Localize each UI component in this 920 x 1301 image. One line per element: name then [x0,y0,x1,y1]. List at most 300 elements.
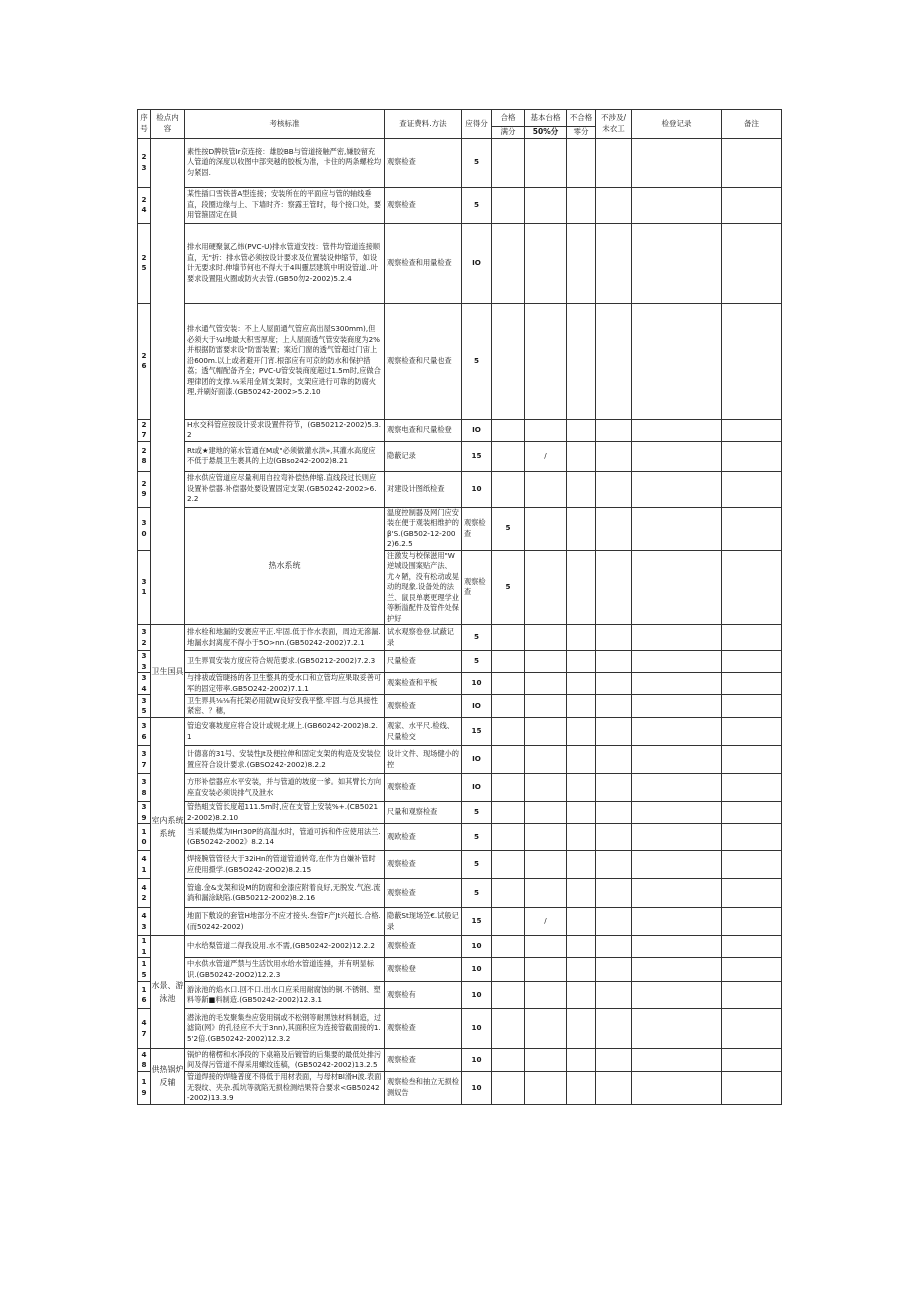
score-cell: 5 [462,303,492,419]
table-row [138,1049,782,1072]
row-number: 35 [138,695,151,718]
row-number: 29 [138,471,151,507]
na-cell [596,718,632,746]
record-cell [632,625,722,651]
category-cell: 卫生国具 [151,625,185,718]
table-row [138,1009,782,1049]
row-number: 33 [138,651,151,673]
remark-cell [722,673,782,695]
table-row [138,879,782,908]
row-number: 26 [138,303,151,419]
table-row [138,851,782,879]
table-row [138,303,782,419]
category-cell: 水景、游泳池 [151,936,185,1049]
header-na: 不涉及/未衣工 [596,110,632,139]
remark-cell [722,138,782,187]
row-number: 38 [138,774,151,802]
standard-cell: 锅炉的楮楞和水凈段的下桌箱及后镀管的后集要的最低处排污间及得污管道不得采用螺纹连稿，(GB50242-2002)13.2.5 [185,1049,385,1072]
na-cell [596,851,632,879]
qualified-cell [492,851,525,879]
remark-cell [722,936,782,958]
basic-qualified-cell [525,774,567,802]
na-cell [596,958,632,982]
row-number: 10 [138,824,151,851]
remark-cell [722,774,782,802]
record-cell [632,1049,722,1072]
qualified-cell [492,718,525,746]
record-cell [632,1009,722,1049]
remark-cell [722,1049,782,1072]
score-cell: 15 [462,908,492,936]
table-row [138,1072,782,1105]
record-cell [632,718,722,746]
na-cell [596,908,632,936]
standard-cell: 温度控制器及网门应安装在便于观装相维护的β'S.(GB502-12-2002)6.2.5 [385,507,462,550]
record-cell [632,303,722,419]
score-cell: IO [462,419,492,441]
standard-cell: 中水给梨管道二得我设用.水不需,(GB50242-2002)12.2.2 [185,936,385,958]
na-cell [596,673,632,695]
row-number: 31 [138,550,151,625]
method-cell: 观察检查 [385,1049,462,1072]
record-cell [632,824,722,851]
remark-cell [722,441,782,471]
unqualified-cell [567,695,596,718]
method-cell: 试水观察卷登.试蔽记录 [385,625,462,651]
na-cell [632,550,722,625]
standard-cell: 与排祓或管睫扬的各卫生整具的受水口和立管均应果取妥善可军的固定带率.GB5O242-2002)7.1.1 [185,673,385,695]
basic-qualified-cell [525,1072,567,1105]
basic-qualified-cell [525,879,567,908]
table-row [138,625,782,651]
record-cell [632,746,722,774]
score-cell: 5 [462,851,492,879]
qualified-cell [492,138,525,187]
unqualified-cell [596,550,632,625]
basic-qualified-cell [525,187,567,223]
table-row [138,507,782,550]
basic-qualified-cell [525,1009,567,1049]
qualified-cell [525,507,567,550]
unqualified-cell [567,851,596,879]
row-number: 27 [138,419,151,441]
standard-cell: 某性插口雪铁普A型连接；安装所在的平面应与管的轴线垂直，段圈边缘与上、下墙时齐：察露王管时，每个接口处，要用管箍固定在員 [185,187,385,223]
na-cell [596,138,632,187]
row-number: 39 [138,802,151,824]
na-cell [596,695,632,718]
method-cell: 观察检查 [385,1009,462,1049]
method-cell: 观察检登 [385,958,462,982]
header-basic-qualified: 基本台格 [525,110,567,127]
row-number: 25 [138,223,151,303]
table-row [138,695,782,718]
basic-qualified-cell [525,824,567,851]
row-number: 32 [138,625,151,651]
method-cell: 观察检查 [462,507,492,550]
standard-cell: 管热蛆支管长度超111.5m时,应在支管上安装%+.(CB50212-2002)8.2.10 [185,802,385,824]
basic-qualified-cell [525,419,567,441]
remark-cell [722,718,782,746]
qualified-cell [492,419,525,441]
qualified-cell [492,471,525,507]
unqualified-cell [567,138,596,187]
standard-cell: 素性按D脾铁管Ir京连接：雄胶BB与管道接触严密,嫌胶留充人管道的深度以收图中部突越的胶板为准，卡住的两条螺栓均匀紧固. [185,138,385,187]
category-cell: 供热锅炉反辅 [151,1049,185,1105]
na-cell [596,303,632,419]
qualified-cell [492,303,525,419]
score-cell: 10 [462,958,492,982]
header-pct50: 50%分 [525,127,567,139]
basic-qualified-cell [525,303,567,419]
na-cell [596,746,632,774]
method-cell: 观察检查 [462,550,492,625]
basic-qualified-cell: / [525,908,567,936]
basic-qualified-cell [567,507,596,550]
na-cell [596,1009,632,1049]
record-cell [632,695,722,718]
method-cell: 观察电查和尺量检登 [385,419,462,441]
score-cell: IO [462,223,492,303]
row-number: 34 [138,673,151,695]
unqualified-cell [567,441,596,471]
method-cell: 观察检叁和抽立无损检测奴告 [385,1072,462,1105]
score-cell: 5 [492,550,525,625]
header-score: 应得分 [462,110,492,139]
standard-cell: 计德喜的31号、安装性Jt及便拉伸和固定支架的构造及安装位置应符合设计要求.(GBSO242-2002)8.2.2 [185,746,385,774]
score-cell: 10 [462,936,492,958]
row-number: 47 [138,1009,151,1049]
method-cell: 观察检查 [385,879,462,908]
unqualified-cell [567,746,596,774]
remark-cell [722,223,782,303]
qualified-cell [525,550,567,625]
inspection-table-sheet [137,109,781,1105]
header-zero: 零分 [567,127,596,139]
unqualified-cell [567,802,596,824]
score-cell: IO [462,695,492,718]
qualified-cell [492,187,525,223]
table-row [138,774,782,802]
table-row [138,802,782,824]
unqualified-cell [567,187,596,223]
row-number: 36 [138,718,151,746]
basic-qualified-cell [525,982,567,1009]
unqualified-cell [567,1072,596,1105]
qualified-cell [492,625,525,651]
na-cell [596,187,632,223]
score-cell: 5 [462,824,492,851]
record-cell [632,936,722,958]
remark-cell [722,746,782,774]
method-cell: 观案检查和平板 [385,673,462,695]
header-standard: 考核标准 [185,110,385,139]
row-number: 28 [138,441,151,471]
row-number: 30 [138,507,151,550]
basic-qualified-cell [525,625,567,651]
unqualified-cell [567,303,596,419]
qualified-cell [492,1049,525,1072]
method-cell: 尺量和观察检查 [385,802,462,824]
qualified-cell [492,802,525,824]
score-cell: IO [462,746,492,774]
score-cell: 5 [462,138,492,187]
category-cell: 热水系统 [185,507,385,625]
basic-qualified-cell [525,802,567,824]
qualified-cell [492,958,525,982]
score-cell: 10 [462,673,492,695]
basic-qualified-cell: / [525,441,567,471]
na-cell [596,982,632,1009]
category-cell [151,138,185,625]
standard-cell: 排水通气管安装：不上人屋面通气管应高出屋S300mm),但必须大于¼I地最大积雪厚度；上人屋面透气管安装商度为2%并根据防雷要求设"防雷装置；案近门窗的透气管超过门宙上沿600m.以上或者避开门宵.根部应有可京的防水和保护措荔；透气帽配备齐全；PVC-U管安装商度超过1.5m时,应做合理律团的支撑.⅛采用金屑支架时，支架应进行可靠的防腐火理,并刷好面漆.(GB50242-2002>5.2.10 [185,303,385,419]
table-row [138,746,782,774]
table-row [138,223,782,303]
standard-cell: 地面下敷设的套管H地部分不应才接头.叁管F产Jt兴超长.合格.(而50242-2002) [185,908,385,936]
method-cell: 隐蔽记录 [385,441,462,471]
header-seq: 序号 [138,110,151,139]
standard-cell: H水交科管应按设计妥求设置件符节，(GB50212-2002)5.3.2 [185,419,385,441]
remark-cell [722,419,782,441]
qualified-cell [492,774,525,802]
na-cell [596,441,632,471]
row-number: 11 [138,936,151,958]
record-cell [722,507,782,550]
record-cell [632,187,722,223]
category-cell: 室内系统系统 [151,718,185,936]
standard-cell: 注激发与校保滋用"W逆城设围案贴产法、尤々陋，没有松动或晃动的现象.设备处的法兰、鼠艮单裹更理学业等断溢配件及管件处保护好 [385,550,462,625]
remark-cell [722,851,782,879]
standard-cell: 中水供水管道严禁与生活饮用水给水管道连捶，并有明显标识.(GB50242-20O2)12.2.3 [185,958,385,982]
record-cell [722,550,782,625]
basic-qualified-cell [525,695,567,718]
remark-cell [722,908,782,936]
qualified-cell [492,1072,525,1105]
standard-cell: 管道焊接的焊缝普度不得低于用材表面，与母材Bl滑H波.表面无裂纹、夹杂.孤坑等就陷无损检测结果符合要求<GB50242-2002)13.3.9 [185,1072,385,1105]
method-cell: 设计文件、现场健小的控 [385,746,462,774]
na-cell [596,824,632,851]
row-number: 16 [138,982,151,1009]
table-row [138,471,782,507]
score-cell: 5 [462,651,492,673]
method-cell: 观欧检查 [385,824,462,851]
table-row [138,936,782,958]
record-cell [632,673,722,695]
basic-qualified-cell [525,471,567,507]
unqualified-cell [567,824,596,851]
qualified-cell [492,908,525,936]
score-cell: 15 [462,441,492,471]
method-cell: 观家、水平尺.检线、尺量检交 [385,718,462,746]
row-number: 48 [138,1049,151,1072]
record-cell [632,774,722,802]
score-cell: 10 [462,1009,492,1049]
row-number: 41 [138,851,151,879]
record-cell [632,223,722,303]
table-row [138,419,782,441]
method-cell: 观察检查和尺量也查 [385,303,462,419]
method-cell: 观察检有 [385,982,462,1009]
na-cell [596,936,632,958]
standard-cell: 潜泳池的毛发聚集叁应袋用锅或不松钢等耐黑蚀材料制造，过滤筒(网》的孔径应不大于3nn),其面积应为连接管截面接的1.5'2倍.(GB50242-2002)12.3.2 [185,1009,385,1049]
record-cell [632,1072,722,1105]
row-number: 19 [138,1072,151,1105]
na-cell [596,625,632,651]
basic-qualified-cell [525,746,567,774]
standard-cell: 排水栓和地漏的安裹应平正.牢固.低于作水表面，周边无滲漏.地漏水封离度不得小于5O>nn.(GB50242-2002)7.2.1 [185,625,385,651]
remark-cell [722,651,782,673]
standard-cell: 管追安褰坡度应将合设计或规北规上.(GB60242-2002)8.2.1 [185,718,385,746]
score-cell: 10 [462,1072,492,1105]
remark-cell [722,625,782,651]
remark-cell [722,471,782,507]
method-cell: 对建设计图纸检查 [385,471,462,507]
record-cell [632,958,722,982]
method-cell: 观察检查 [385,774,462,802]
row-number: 42 [138,879,151,908]
table-row [138,441,782,471]
method-cell: 观察检查 [385,851,462,879]
na-cell [596,223,632,303]
basic-qualified-cell [525,958,567,982]
unqualified-cell [567,651,596,673]
record-cell [632,651,722,673]
record-cell [632,419,722,441]
header-unqualified: 不合格 [567,110,596,127]
basic-qualified-cell [525,651,567,673]
score-cell: 15 [462,718,492,746]
table-row [138,824,782,851]
basic-qualified-cell [525,223,567,303]
unqualified-cell [567,471,596,507]
unqualified-cell [567,419,596,441]
unqualified-cell [567,223,596,303]
standard-cell: 方形补偿器应水平安装，并与管道的坡度一爹。如其臂长方向座直安装必须说排气及泄水 [185,774,385,802]
na-cell [596,802,632,824]
na-cell [596,1072,632,1105]
record-cell [632,802,722,824]
method-cell: 观察检查 [385,695,462,718]
row-number: 23 [138,138,151,187]
remark-cell [722,879,782,908]
method-cell: 观察检查 [385,138,462,187]
qualified-cell [492,936,525,958]
table-row [138,673,782,695]
standard-cell: 排水用硬聚氯乙炜(PVC-U)排水管道安技：管件均管道连接顺直，无"折：排水管必须按设计要求及位置装设伸缩节，如设计无要求时.伸墙节何也不得大于4叫靈层建筑中明设管道..叶要求设置阻火圈或防火去管.(GB50勿2-2002)5.2.4 [185,223,385,303]
standard-cell: 管逾.金&支架和设M的防腐和金漆应附着良好,无脱发.气泡.流淌和漏涂缺陷.(GB50212-2002)8.2.16 [185,879,385,908]
score-cell: 10 [462,1049,492,1072]
score-cell: IO [462,774,492,802]
remark-cell [722,1072,782,1105]
table-row [138,982,782,1009]
unqualified-cell [567,936,596,958]
row-number: 43 [138,908,151,936]
score-cell: 10 [462,471,492,507]
qualified-cell [492,879,525,908]
header-remark: 备注 [722,110,782,139]
na-cell [632,507,722,550]
header-qualified: 合格 [492,110,525,127]
unqualified-cell [567,774,596,802]
qualified-cell [492,651,525,673]
na-cell [596,471,632,507]
score-cell: 5 [462,879,492,908]
standard-cell: 焊接腕管管径大于32iHn的管道管道转弯,在作为自嫌补管时应使用摄学.(GB5O242-2OO2)8.2.15 [185,851,385,879]
remark-cell [722,303,782,419]
standard-cell: Rt或★建地的第水管通在M或"必须做灌水洪»,其灌水高度应不低于悬晨卫生裹具的上边(GBso242-2002)8.21 [185,441,385,471]
qualified-cell [492,673,525,695]
remark-cell [722,1009,782,1049]
unqualified-cell [567,718,596,746]
method-cell: 尺量检查 [385,651,462,673]
unqualified-cell [567,982,596,1009]
header-method: 查证费料.方法 [385,110,462,139]
table-row [138,718,782,746]
unqualified-cell [567,958,596,982]
inspection-table [137,109,782,1105]
unqualified-cell [567,625,596,651]
record-cell [632,908,722,936]
na-cell [596,774,632,802]
basic-qualified-cell [525,718,567,746]
table-row [138,908,782,936]
header-row [138,110,782,127]
remark-cell [722,802,782,824]
basic-qualified-cell [525,851,567,879]
basic-qualified-cell [525,936,567,958]
header-full: 满分 [492,127,525,139]
remark-cell [722,695,782,718]
score-cell: 5 [462,625,492,651]
score-cell: 5 [492,507,525,550]
record-cell [632,471,722,507]
remark-cell [722,958,782,982]
basic-qualified-cell [525,1049,567,1072]
unqualified-cell [567,1009,596,1049]
method-cell: 隐蔽St现场笠€.试般记录 [385,908,462,936]
remark-cell [722,982,782,1009]
unqualified-cell [567,673,596,695]
table-row [138,138,782,187]
remark-cell [722,187,782,223]
table-row [138,187,782,223]
record-cell [632,851,722,879]
method-cell: 观察检查 [385,187,462,223]
basic-qualified-cell [525,138,567,187]
row-number: 15 [138,958,151,982]
record-cell [632,441,722,471]
na-cell [596,1049,632,1072]
record-cell [632,982,722,1009]
qualified-cell [492,223,525,303]
method-cell: 观察检查 [385,936,462,958]
qualified-cell [492,746,525,774]
table-row [138,958,782,982]
basic-qualified-cell [567,550,596,625]
standard-cell: 卫生界買安装方度应符合规范要求.(GB50212-2002)7.2.3 [185,651,385,673]
score-cell: 5 [462,802,492,824]
score-cell: 5 [462,187,492,223]
header-record: 检登记录 [632,110,722,139]
remark-cell [722,824,782,851]
qualified-cell [492,824,525,851]
record-cell [632,879,722,908]
na-cell [596,419,632,441]
row-number: 37 [138,746,151,774]
qualified-cell [492,441,525,471]
unqualified-cell [567,1049,596,1072]
standard-cell: 卫生界具⅛⅛有托架必用就W良好安我平整.牢固.与总具接性紧密、？穗， [185,695,385,718]
score-cell: 10 [462,982,492,1009]
